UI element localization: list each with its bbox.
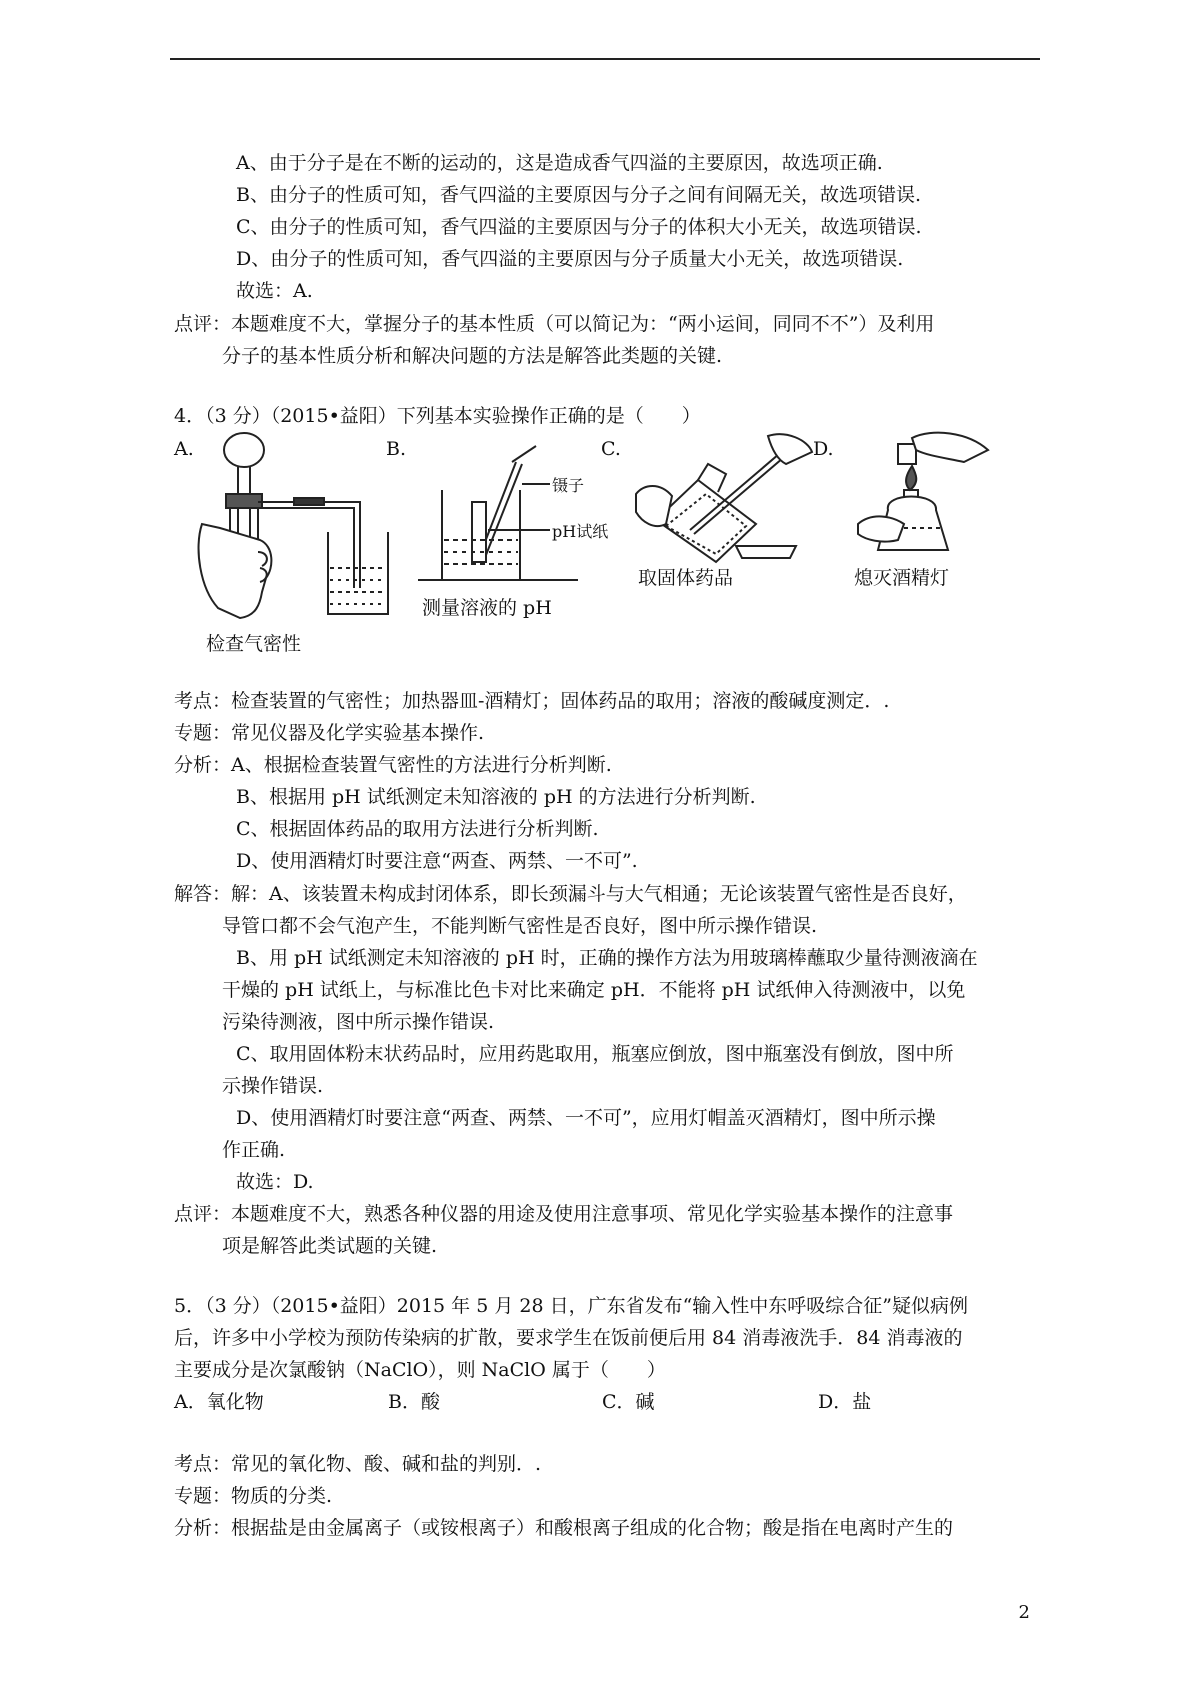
q3-analysis-line-c: C、由分子的性质可知，香气四溢的主要原因与分子的体积大小无关，故选项错误. [236,216,922,238]
q4-option-d-letter: D. [813,438,834,460]
q4-fenxi-a: 分析：A、根据检查装置气密性的方法进行分析判断. [174,754,612,776]
q4-comment: 点评：本题难度不大，熟悉各种仪器的用途及使用注意事项、常见化学实验基本操作的注意事 [174,1203,954,1225]
q4-figure-d-lamp [858,432,1038,562]
q5-option-a: A．氧化物 [174,1391,264,1413]
q4-fenxi-d: D、使用酒精灯时要注意“两查、两禁、一不可”. [236,850,638,872]
q4-fenxi-c: C、根据固体药品的取用方法进行分析判断. [236,818,599,840]
q4-answer: 故选：D. [236,1171,314,1193]
q4-option-a-letter: A. [174,438,194,460]
q4-figure-b-ph [418,440,618,590]
q3-comment-cont: 分子的基本性质分析和解决问题的方法是解答此类题的关键. [222,345,723,367]
q3-analysis-line-a: A、由于分子是在不断的运动的，这是造成香气四溢的主要原因，故选项正确. [236,152,883,174]
q4-jieda-8: D、使用酒精灯时要注意“两查、两禁、一不可”，应用灯帽盖灭酒精灯，图中所示操 [236,1107,936,1129]
q4-figure-a-airtightness [200,428,390,628]
q3-comment: 点评：本题难度不大，掌握分子的基本性质（可以简记为：“两小运间，同同不不”）及利用 [174,313,935,335]
q4-jieda-4: 干燥的 pH 试纸上，与标准比色卡对比来确定 pH．不能将 pH 试纸伸入待测液中，以免 [222,979,966,1001]
q5-kaodian: 考点：常见的氧化物、酸、碱和盐的判别．. [174,1453,542,1475]
q4-jieda-1: 解答：解：A、该装置未构成封闭体系，即长颈漏斗与大气相通；无论该装置气密性是否良好， [174,883,967,905]
q4-fenxi-b: B、根据用 pH 试纸测定未知溶液的 pH 的方法进行分析判断. [236,786,756,808]
q4-zhuanti: 专题：常见仪器及化学实验基本操作. [174,722,485,744]
q4-figure-c-solid [636,434,816,564]
q5-stem-1: 5．（3 分）（2015•益阳）2015 年 5 月 28 日，广东省发布“输入性中东呼吸综合征”疑似病例 [174,1295,969,1317]
q4-jieda-3: B、用 pH 试纸测定未知溶液的 pH 时，正确的操作方法为用玻璃棒蘸取少量待测液滴在 [236,947,978,969]
q5-stem-3: 主要成分是次氯酸钠（NaClO），则 NaClO 属于（ ） [174,1359,666,1381]
q4-option-b-letter: B. [386,438,407,460]
q4-caption-b: 测量溶液的 pH [422,597,552,619]
q4-comment-cont: 项是解答此类试题的关键. [222,1235,438,1257]
q4-label-tweezers: 镊子 [552,476,585,495]
q5-option-d: D．盐 [818,1391,872,1413]
q4-option-c-letter: C. [601,438,621,460]
q3-analysis-line-d: D、由分子的性质可知，香气四溢的主要原因与分子质量大小无关，故选项错误. [236,248,904,270]
q4-caption-c: 取固体药品 [638,567,734,589]
q4-label-ph-paper: pH试纸 [552,522,609,541]
q5-option-c: C．碱 [602,1391,655,1413]
q4-jieda-7: 示操作错误. [222,1075,324,1097]
q4-kaodian: 考点：检查装置的气密性；加热器皿-酒精灯；固体药品的取用；溶液的酸碱度测定．. [174,690,890,712]
q5-option-b: B．酸 [388,1391,440,1413]
q5-fenxi: 分析：根据盐是由金属离子（或铵根离子）和酸根离子组成的化合物；酸是指在电离时产生的 [174,1517,954,1539]
q4-caption-a: 检查气密性 [206,633,302,655]
header-rule [170,58,1040,60]
q4-jieda-5: 污染待测液，图中所示操作错误. [222,1011,495,1033]
q4-jieda-9: 作正确. [222,1139,286,1161]
q3-analysis-line-b: B、由分子的性质可知，香气四溢的主要原因与分子之间有间隔无关，故选项错误. [236,184,922,206]
page-number: 2 [1018,1602,1030,1623]
q5-stem-2: 后，许多中小学校为预防传染病的扩散，要求学生在饭前便后用 84 消毒液洗手．84 消毒液的 [174,1327,963,1349]
q4-jieda-6: C、取用固体粉末状药品时，应用药匙取用，瓶塞应倒放，图中瓶塞没有倒放，图中所 [236,1043,954,1065]
q4-jieda-2: 导管口都不会气泡产生，不能判断气密性是否良好，图中所示操作错误. [222,915,818,937]
q3-answer: 故选：A. [236,280,313,302]
q5-zhuanti: 专题：物质的分类. [174,1485,333,1507]
q4-stem: 4．（3 分）（2015•益阳）下列基本实验操作正确的是（ ） [174,405,701,427]
q4-caption-d: 熄灭酒精灯 [854,567,950,589]
